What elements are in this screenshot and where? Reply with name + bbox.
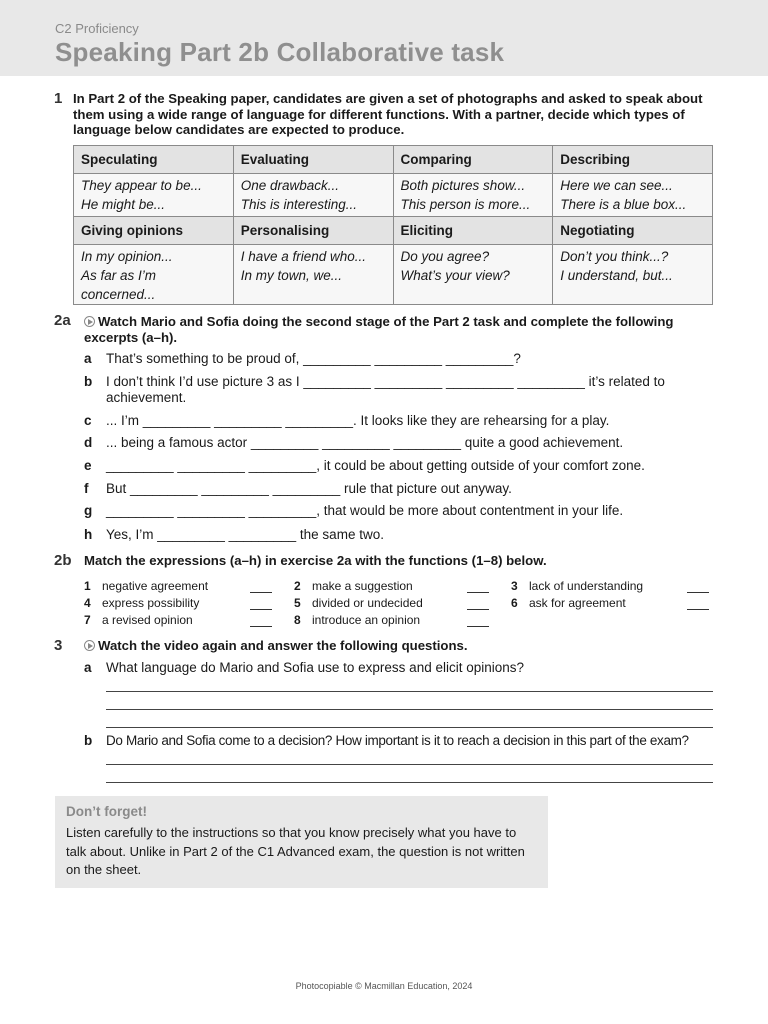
answer-blank[interactable] [687,609,709,610]
table-example-cell: One drawback... This is interesting... [233,174,393,217]
function-item: 6 ask for agreement [511,596,626,610]
function-item: 4 express possibility [84,596,200,610]
table-example-cell: Do you agree? What’s your view? [393,245,553,305]
function-item: 1 negative agreement [84,579,209,593]
table-example-cell: Here we can see... There is a blue box... [553,174,713,217]
answer-line[interactable] [106,691,713,692]
play-video-icon[interactable] [84,316,95,327]
question-2a-instruction: Watch Mario and Sofia doing the second stage of the Part 2 task and complete the following excerpts (a–h). [84,314,674,345]
function-item: 5 divided or undecided [294,596,423,610]
function-item: 3 lack of understanding [511,579,644,593]
answer-blank[interactable] [687,592,709,593]
dont-forget-text: Listen carefully to the instructions so that you know precisely what you have to talk about. Unlike in Part 2 of the C1 Advanced exam, the question is not written on the sheet. [66,825,525,877]
table-example-cell: In my opinion... As far as I’m concerned... [74,245,234,305]
answer-line[interactable] [106,709,713,710]
table-example-cell: I have a friend who... In my town, we... [233,245,393,305]
question-1-number: 1 [54,90,63,107]
exam-level: C2 Proficiency [55,21,139,36]
answer-line[interactable] [106,764,713,765]
question-2b-instruction: Match the expressions (a–h) in exercise 2a with the functions (1–8) below. [84,553,547,568]
answer-line[interactable] [106,782,713,783]
function-item: 2 make a suggestion [294,579,413,593]
answer-blank[interactable] [250,592,272,593]
table-header-cell: Describing [553,146,713,174]
table-header-cell: Negotiating [553,217,713,245]
answer-blank[interactable] [467,592,489,593]
table-example-cell: They appear to be... He might be... [74,174,234,217]
answer-blank[interactable] [467,609,489,610]
table-header-cell: Speculating [74,146,234,174]
table-example-cell: Both pictures show... This person is more... [393,174,553,217]
question-3-number: 3 [54,637,63,654]
language-functions-table [73,145,713,305]
question-3-instruction: Watch the video again and answer the following questions. [84,638,704,654]
answer-line[interactable] [106,727,713,728]
table-header-cell: Comparing [393,146,553,174]
question-1-text: In Part 2 of the Speaking paper, candidates are given a set of photographs and asked to speak about them using a wide range of language for different functions. With a partner, decide which types of language below candidates are expected to produce. [73,91,703,137]
answer-blank[interactable] [467,626,489,627]
copyright-footer: Photocopiable © Macmillan Education, 2024 [295,981,473,991]
function-item: 7 a revised opinion [84,613,193,627]
table-header-cell: Personalising [233,217,393,245]
question-2b-number: 2b [54,552,72,569]
answer-blank[interactable] [250,626,272,627]
dont-forget-title: Don’t forget! [66,804,147,819]
dont-forget-box [55,796,548,888]
table-header-cell: Giving opinions [74,217,234,245]
page-header [0,0,768,76]
table-example-cell: Don’t you think...? I understand, but... [553,245,713,305]
question-2a-number: 2a [54,312,71,329]
table-header-cell: Evaluating [233,146,393,174]
function-item: 8 introduce an opinion [294,613,421,627]
table-header-cell: Eliciting [393,217,553,245]
page-title: Speaking Part 2b Collaborative task [55,37,505,67]
play-video-icon[interactable] [84,640,95,651]
answer-blank[interactable] [250,609,272,610]
